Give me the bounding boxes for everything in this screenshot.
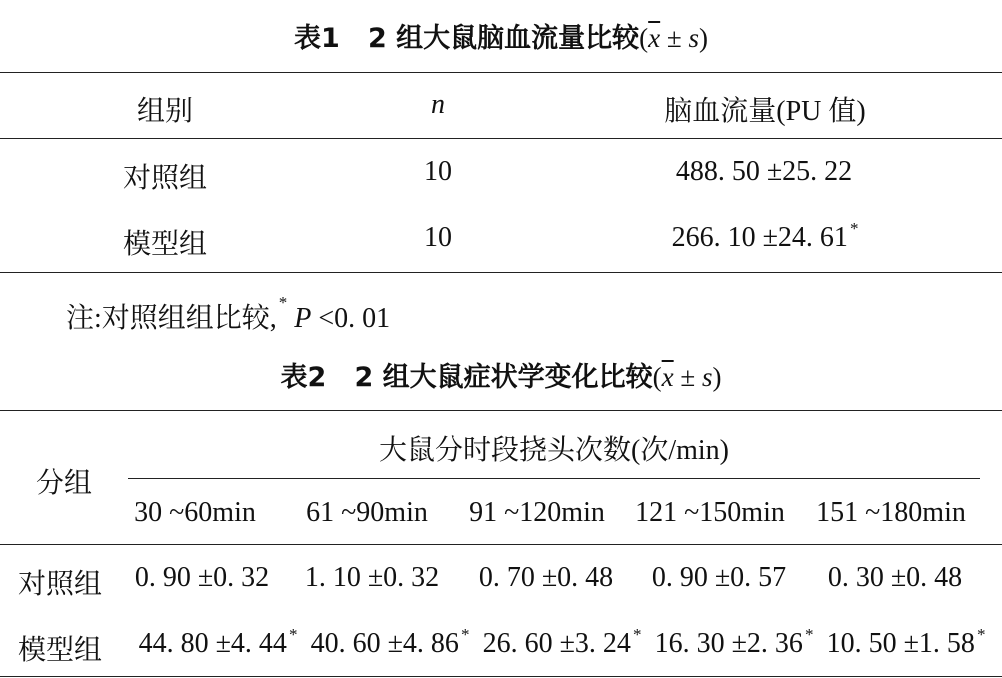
- table1-caption-title: 2 组大鼠脑血流量比较: [367, 23, 640, 54]
- table1-header-group: 组别: [136, 96, 193, 127]
- table2-caption-prefix: 表2: [280, 362, 327, 393]
- table2-caption-title: 2 组大鼠症状学变化比较: [354, 362, 653, 393]
- table2-header-span: 大鼠分时段挠头次数(次/min): [379, 435, 729, 466]
- table2-row2-value-1: 44. 80 ±4. 44 *: [138, 625, 298, 659]
- table1-row2-n: 10: [424, 222, 452, 253]
- table2-time-header-1: 30 ~60min: [134, 497, 256, 528]
- table1-row2-flow: 266. 10 ±24. 61 *: [671, 219, 859, 253]
- table2-row1-value-3: 0. 70 ±0. 48: [478, 562, 614, 593]
- table1-top-rule: [0, 72, 1002, 73]
- table2-caption-stat: $(\overline{x} \pm s)$: [652, 362, 722, 392]
- table2-row2-value-4: 16. 30 ±2. 36 *: [654, 625, 814, 659]
- table2-header-rule: [0, 544, 1002, 545]
- table2-time-header-2: 61 ~90min: [306, 497, 428, 528]
- table2-row1-value-4: 0. 90 ±0. 57: [651, 562, 787, 593]
- table1-header-rule: [0, 138, 1002, 139]
- table2-bottom-rule: [0, 676, 1002, 677]
- table1-header-n: n: [431, 89, 445, 120]
- table1-row1-n: 10: [424, 156, 452, 187]
- table1-caption: [0, 16, 1002, 55]
- table2-row1-value-2: 1. 10 ±0. 32: [304, 562, 440, 593]
- table1-row2-group: 模型组: [122, 229, 207, 260]
- table2-top-rule: [0, 410, 1002, 411]
- table1-header-flow: 脑血流量(PU 值): [664, 96, 866, 127]
- table2-caption: [0, 355, 1002, 394]
- table2-row2-value-5: 10. 50 ±1. 58 *: [826, 625, 986, 659]
- table2-row2-group: 模型组: [17, 635, 102, 666]
- table2-time-header-3: 91 ~120min: [469, 497, 605, 528]
- table1-bottom-rule: [0, 272, 1002, 273]
- table1-caption-stat: $(\overline{x} \pm s)$: [639, 23, 708, 53]
- table2-row1-value-5: 0. 30 ±0. 48: [827, 562, 963, 593]
- table1-row1-group: 对照组: [122, 163, 207, 194]
- table2-row1-group: 对照组: [17, 569, 102, 600]
- table2-subheader-rule: [128, 478, 980, 479]
- table2-row2-value-3: 26. 60 ±3. 24 *: [482, 625, 642, 659]
- table2-time-header-4: 121 ~150min: [635, 497, 785, 528]
- table2-row2-value-2: 40. 60 ±4. 86 *: [310, 625, 470, 659]
- table1-caption-prefix: 表1: [293, 23, 340, 54]
- table2-time-header-5: 151 ~180min: [816, 497, 966, 528]
- table1-row1-flow: 488. 50 ±25. 22: [675, 156, 853, 187]
- table2-header-group: 分组: [35, 468, 92, 499]
- table2-row1-value-1: 0. 90 ±0. 32: [134, 562, 270, 593]
- table1-note: 注:对照组组比较,* P <0. 01: [66, 293, 391, 334]
